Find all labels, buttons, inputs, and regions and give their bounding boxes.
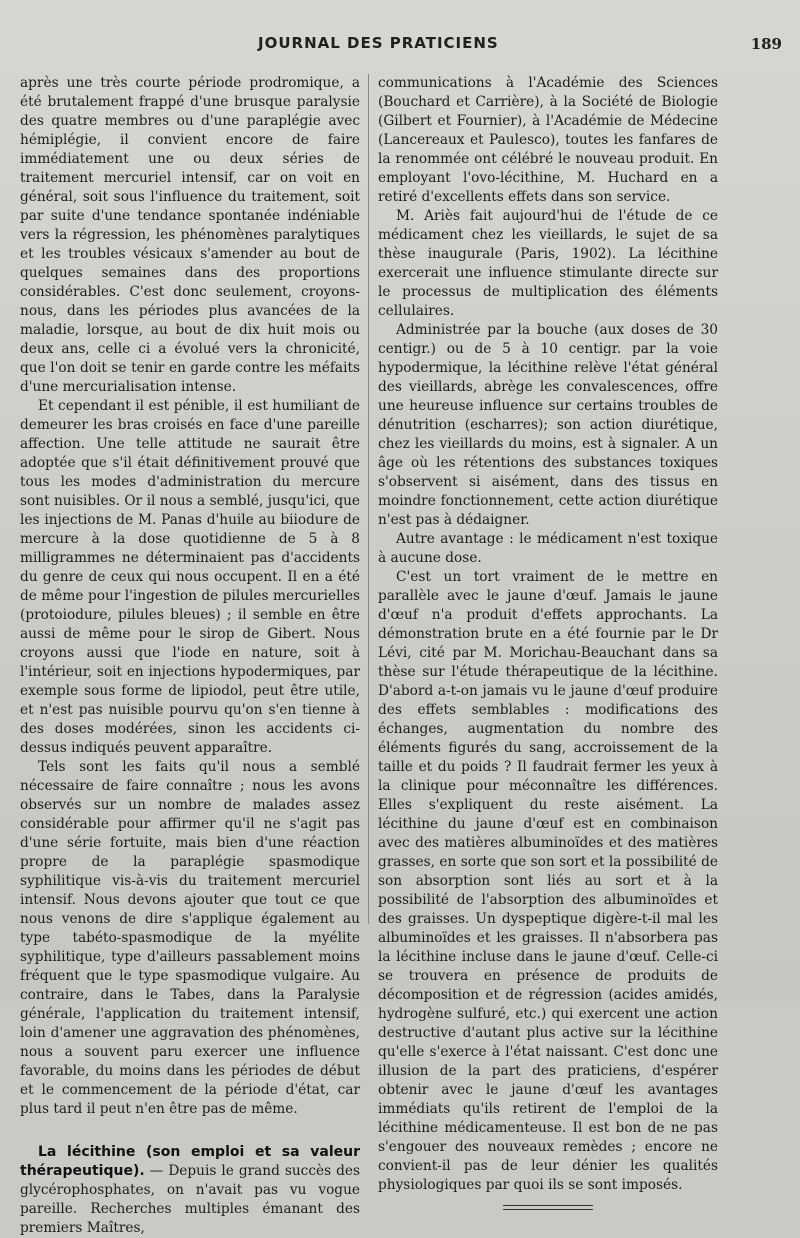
section-spacer [20,1119,360,1143]
left-paragraph-3: Tels sont les faits qu'il nous a semblé nécessaire de faire connaître ; nous les avons observés sur un nombre de malades assez considérable pour affirmer qu'il ne s'agit pas d'une série fortuite, mais bien d'une réaction propre de la paraplégie spasmodique syphilitique vis-à-vis du traitement mercuriel intensif. Nous devons ajouter que tout ce que nous venons de dire s'applique également au type tabéto-spasmodique de la myélite syphilitique, type d'ailleurs passablement moins fréquent que le type spasmodique vulgaire. Au contraire, dans le Tabes, dans la Paralysie générale, l'application du traitement intensif, loin d'amener une aggravation des phénomènes, nous a souvent paru exercer une influence favorable, du moins dans les périodes de début et le commencement de la période d'état, car plus tard il peut n'en être pas de même. [20,759,360,1117]
end-rule [503,1205,593,1210]
page-number: 189 [750,35,782,53]
left-paragraph-1: après une très courte période prodromique, a été brutalement frappé d'une brusque paralysie des quatre membres ou d'une paraplégie avec hémiplégie, il convient encore de faire immédiatement une ou deux séries de traitement mercuriel intensif, car on voit en général, soit sous l'influence du traitement, soit par suite d'une tendance spontanée indéniable vers la régression, les phénomènes paralytiques et les troubles vésicaux s'amender au bout de quelques semaines dans des proportions considérables. C'est donc seulement, croyons-nous, dans les périodes plus avancées de la maladie, lorsque, au bout de dix huit mois ou deux ans, celle ci a évolué vers la chronicité, que l'on doit se tenir en garde contre les méfaits d'une mercurialisation intense. [20,75,360,395]
right-paragraph-4: Autre avantage : le médicament n'est toxique à aucune dose. [378,531,718,566]
article-title: La lécithine (son emploi et sa valeur thérapeutique). [20,1144,360,1179]
right-paragraph-2: M. Ariès fait aujourd'hui de l'étude de ce médicament chez les vieillards, le sujet de sa thèse inaugurale (Paris, 1902). La lécithine exercerait une influence stimulante directe sur le processus de multiplication des éléments cellulaires. [378,208,718,319]
right-paragraph-5: C'est un tort vraiment de le mettre en parallèle avec le jaune d'œuf. Jamais le jaune d'œuf n'a produit d'effets approchants. La démonstration brute en a été fournie par le Dr Lévi, cité par M. Morichau-Beauchant dans sa thèse sur l'étude thérapeutique de la lécithine. D'abord a-t-on jamais vu le jaune d'œuf produire des effets semblables : modifications des échanges, augmentation du nombre des éléments figurés du sang, accroissement de la taille et du poids ? Il faudrait fermer les yeux à la clinique pour méconnaître les différences. Elles s'expliquent du reste aisément. La lécithine du jaune d'œuf est en combinaison avec des matières albuminoïdes et des matières grasses, en sorte que son sort et la possibilité de son absorption sont liés au sort et à la possibilité de l'absorption des albuminoïdes et des graisses. Un dyspeptique digère-t-il mal les albuminoïdes et les graisses. Il n'absorbera pas la lécithine incluse dans le jaune d'œuf. Celle-ci se trouvera en présence de produits de décomposition et de régression (acides amidés, hydrogène sulfuré, etc.) qui exercent une action destructive d'autant plus active sur la lécithine qu'elle s'exerce à l'état naissant. C'est donc une illusion de la part des praticiens, d'espérer obtenir avec le jaune d'œuf les avantages immédiats qu'ils retirent de l'emploi de la lécithine médicamenteuse. Il est bon de ne pas s'engouer des nouveaux remèdes ; encore ne convient-il pas de leur dénier les qualités physiologiques par quoi ils se sont imposés. [378,569,718,1193]
column-divider [368,74,369,924]
left-paragraph-2: Et cependant il est pénible, il est humiliant de demeurer les bras croisés en face d'une pareille affection. Une telle attitude ne saurait être adoptée que s'il était définitivement prouvé que tous les modes d'administration du mercure sont nuisibles. Or il nous a semblé, jusqu'ici, que les injections de M. Panas d'huile au biiodure de mercure à la dose quotidienne de 5 à 8 milligrammes ne déterminaient pas d'accidents du genre de ceux qui nous occupent. Il en a été de même pour l'ingestion de pilules mercurielles (protoiodure, pilules bleues) ; il semble en être aussi de même pour le sirop de Gibert. Nous croyons aussi que l'iode en nature, soit à l'intérieur, soit en injections hypodermiques, par exemple sous forme de lipiodol, peut être utile, et n'est pas nuisible pourvu qu'on s'en tienne à des doses modérées, sinon les accidents ci-dessus indiqués peuvent apparaître. [20,398,360,756]
running-title: JOURNAL DES PRATICIENS [258,34,499,52]
right-column [378,74,718,1210]
left-paragraph-4: — Depuis le grand succès des glycérophosphates, on n'avait pas vu vogue pareille. Recherches multiples émanant des premiers Maîtres, [20,1163,360,1236]
left-column [20,74,360,1238]
right-paragraph-1: communications à l'Académie des Sciences (Bouchard et Carrière), à la Société de Biologie (Gilbert et Fournier), à l'Académie de Médecine (Lancereaux et Paulesco), toutes les fanfares de la renommée ont célébré le nouveau produit. En employant l'ovo-lécithine, M. Huchard en a retiré d'excellents effets dans son service. [378,75,718,205]
right-paragraph-3: Administrée par la bouche (aux doses de 30 centigr.) ou de 5 à 10 centigr. par la voie hypodermique, la lécithine relève l'état général des vieillards, abrège les convalescences, offre une heureuse influence sur certains troubles de dénutrition (escharres); son action diurétique, chez les vieillards du moins, est à signaler. A un âge où les rétentions des substances toxiques s'observent si aisément, dans des tissus en moindre fonctionnement, cette action diurétique n'est pas à dédaigner. [378,322,718,528]
